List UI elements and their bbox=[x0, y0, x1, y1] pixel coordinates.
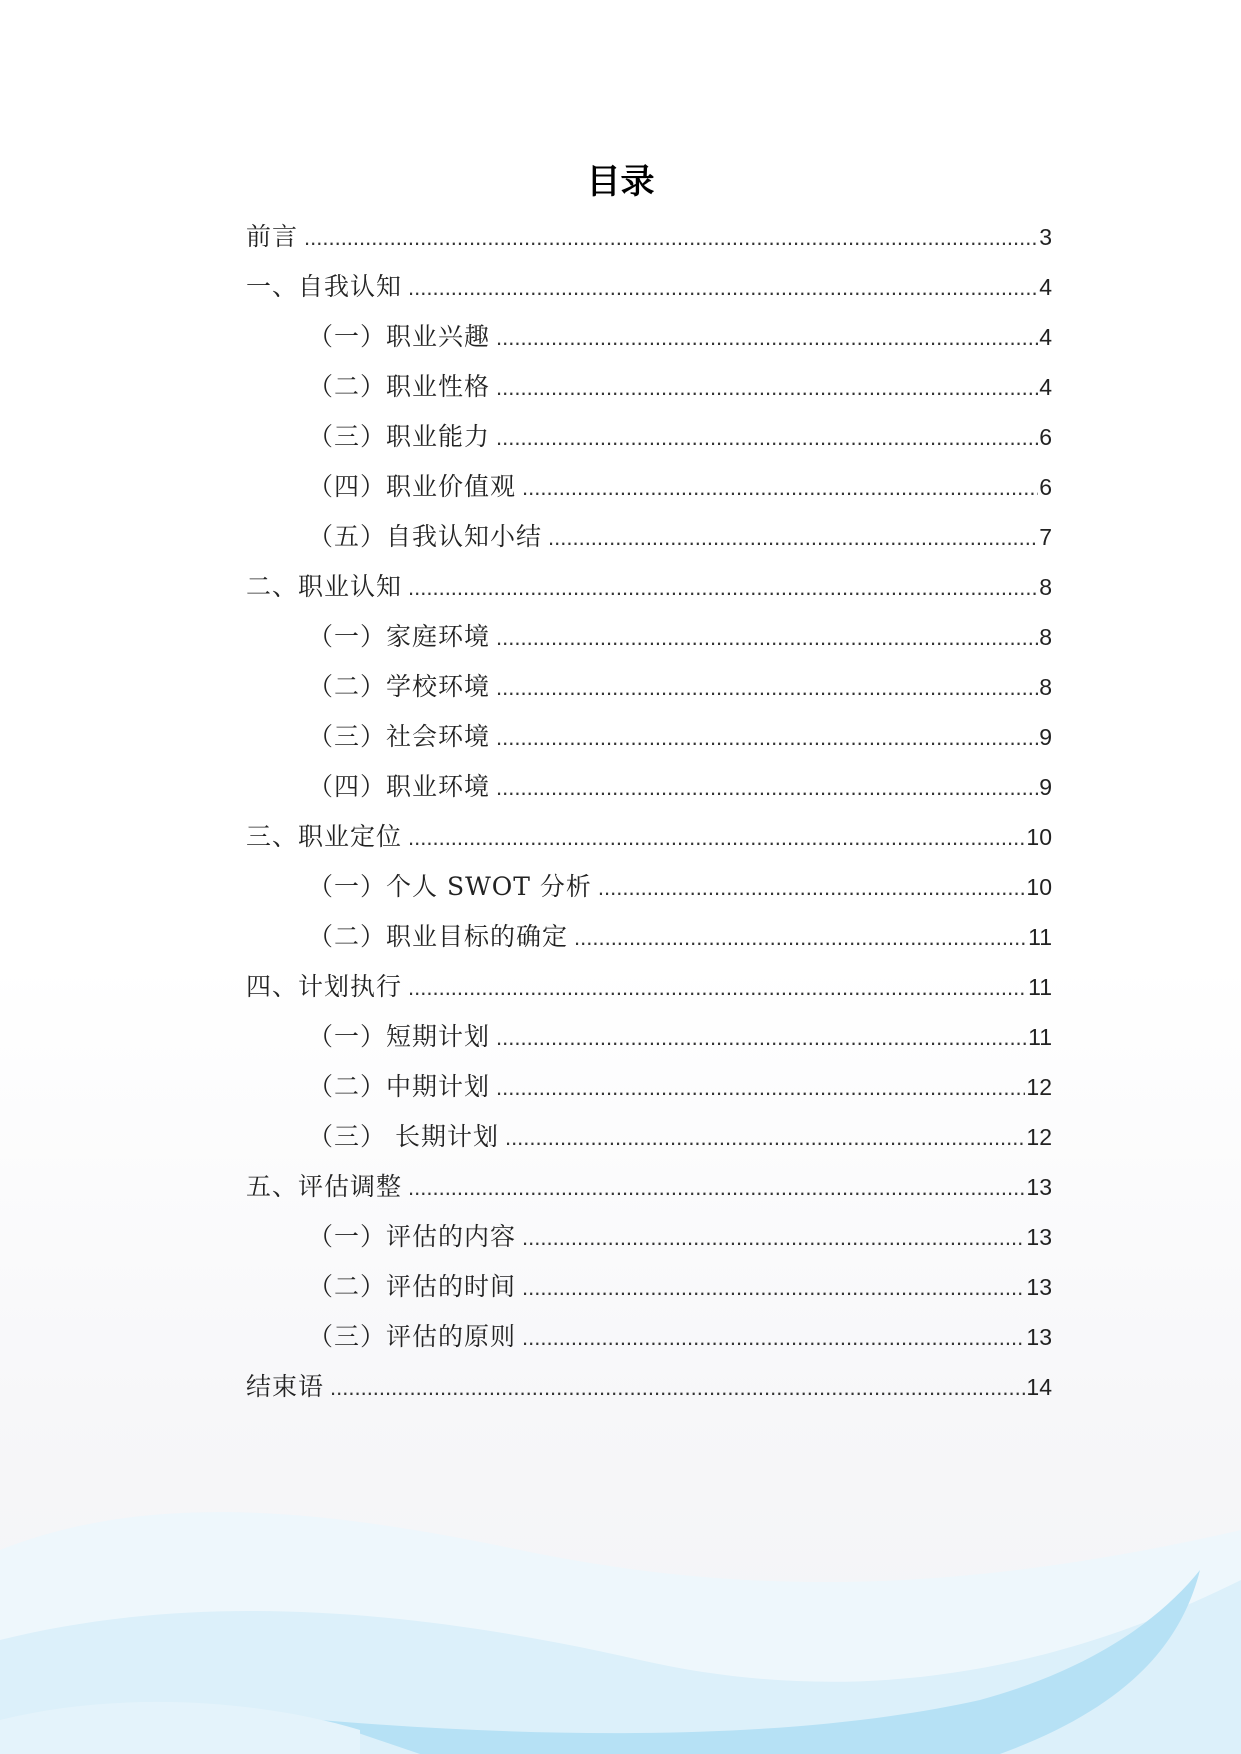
table-of-contents bbox=[246, 212, 1052, 1412]
toc-dot-leader bbox=[496, 713, 1038, 763]
toc-entry-page-number: 14 bbox=[1026, 1374, 1052, 1400]
toc-dot-leader bbox=[522, 463, 1038, 513]
toc-entry-page-number: 9 bbox=[1039, 774, 1052, 800]
toc-entry-label: （一）评估的内容 bbox=[308, 1222, 517, 1251]
toc-entry[interactable] bbox=[246, 1062, 1052, 1112]
toc-entry-label: 三、职业定位 bbox=[246, 822, 403, 851]
toc-entry-page-number: 6 bbox=[1039, 424, 1052, 450]
toc-dot-leader bbox=[496, 1013, 1027, 1063]
toc-entry-page-number: 4 bbox=[1039, 324, 1052, 350]
toc-entry-label: （二）中期计划 bbox=[308, 1072, 491, 1101]
toc-dot-leader bbox=[408, 963, 1027, 1013]
toc-entry-page-number: 8 bbox=[1039, 574, 1052, 600]
toc-entry-label: 一、自我认知 bbox=[246, 272, 403, 301]
toc-entry[interactable] bbox=[246, 462, 1052, 512]
toc-entry-label: （四）职业价值观 bbox=[308, 472, 517, 501]
toc-dot-leader bbox=[496, 363, 1038, 413]
toc-entry[interactable] bbox=[246, 1312, 1052, 1362]
toc-dot-leader bbox=[496, 313, 1038, 363]
toc-entry-page-number: 8 bbox=[1039, 674, 1052, 700]
toc-entry[interactable] bbox=[246, 862, 1052, 912]
toc-entry[interactable] bbox=[246, 762, 1052, 812]
toc-entry-label: 结束语 bbox=[246, 1372, 325, 1401]
toc-entry-label: （三）职业能力 bbox=[308, 422, 491, 451]
toc-entry-page-number: 4 bbox=[1039, 374, 1052, 400]
toc-dot-leader bbox=[496, 413, 1038, 463]
toc-entry[interactable] bbox=[246, 1212, 1052, 1262]
toc-entry-label: 前言 bbox=[246, 222, 299, 251]
toc-entry[interactable] bbox=[246, 512, 1052, 562]
toc-entry-page-number: 13 bbox=[1026, 1324, 1052, 1350]
toc-entry-page-number: 6 bbox=[1039, 474, 1052, 500]
toc-dot-leader bbox=[496, 663, 1038, 713]
toc-dot-leader bbox=[408, 1163, 1025, 1213]
toc-dot-leader bbox=[574, 913, 1027, 963]
toc-entry[interactable] bbox=[246, 962, 1052, 1012]
toc-entry-page-number: 13 bbox=[1026, 1274, 1052, 1300]
toc-entry[interactable] bbox=[246, 612, 1052, 662]
toc-dot-leader bbox=[522, 1213, 1025, 1263]
toc-entry-label: （四）职业环境 bbox=[308, 772, 491, 801]
toc-dot-leader bbox=[496, 1063, 1025, 1113]
toc-entry-page-number: 13 bbox=[1026, 1224, 1052, 1250]
toc-entry[interactable] bbox=[246, 812, 1052, 862]
toc-dot-leader bbox=[496, 763, 1038, 813]
toc-entry-label: （五）自我认知小结 bbox=[308, 522, 543, 551]
toc-entry-page-number: 10 bbox=[1026, 824, 1052, 850]
toc-entry[interactable] bbox=[246, 312, 1052, 362]
toc-entry-page-number: 11 bbox=[1028, 1024, 1052, 1050]
toc-entry-label: 五、评估调整 bbox=[246, 1172, 403, 1201]
toc-entry-page-number: 11 bbox=[1028, 924, 1052, 950]
toc-entry-page-number: 10 bbox=[1026, 874, 1052, 900]
toc-entry-page-number: 13 bbox=[1026, 1174, 1052, 1200]
toc-entry-label: （三） 长期计划 bbox=[308, 1122, 499, 1151]
toc-dot-leader bbox=[408, 563, 1038, 613]
decorative-waves bbox=[0, 1490, 1241, 1754]
toc-entry-label: （三）社会环境 bbox=[308, 722, 491, 751]
toc-entry[interactable] bbox=[246, 562, 1052, 612]
toc-entry-page-number: 11 bbox=[1028, 974, 1052, 1000]
toc-entry-page-number: 4 bbox=[1039, 274, 1052, 300]
toc-entry-label: （一）家庭环境 bbox=[308, 622, 491, 651]
toc-entry[interactable] bbox=[246, 1012, 1052, 1062]
toc-entry-label: （一）个人 SWOT 分析 bbox=[308, 872, 592, 901]
toc-dot-leader bbox=[505, 1113, 1025, 1163]
toc-entry-label: （三）评估的原则 bbox=[308, 1322, 517, 1351]
toc-entry-label: 二、职业认知 bbox=[246, 572, 403, 601]
toc-dot-leader bbox=[548, 513, 1038, 563]
toc-entry-label: （二）学校环境 bbox=[308, 672, 491, 701]
toc-dot-leader bbox=[598, 863, 1026, 913]
toc-dot-leader bbox=[408, 813, 1025, 863]
toc-entry[interactable] bbox=[246, 1112, 1052, 1162]
toc-entry[interactable] bbox=[246, 1362, 1052, 1412]
toc-entry-label: 四、计划执行 bbox=[246, 972, 403, 1001]
toc-entry-page-number: 7 bbox=[1039, 524, 1052, 550]
toc-entry[interactable] bbox=[246, 262, 1052, 312]
toc-entry-page-number: 8 bbox=[1039, 624, 1052, 650]
toc-entry-page-number: 9 bbox=[1039, 724, 1052, 750]
toc-entry[interactable] bbox=[246, 662, 1052, 712]
toc-entry-label: （二）评估的时间 bbox=[308, 1272, 517, 1301]
toc-entry-label: （二）职业性格 bbox=[308, 372, 491, 401]
toc-entry-page-number: 12 bbox=[1026, 1124, 1052, 1150]
toc-entry-label: （一）短期计划 bbox=[308, 1022, 491, 1051]
toc-entry-label: （一）职业兴趣 bbox=[308, 322, 491, 351]
toc-entry[interactable] bbox=[246, 1262, 1052, 1312]
toc-dot-leader bbox=[496, 613, 1038, 663]
toc-dot-leader bbox=[408, 263, 1038, 313]
toc-entry-page-number: 12 bbox=[1026, 1074, 1052, 1100]
toc-dot-leader bbox=[330, 1363, 1025, 1413]
toc-entry-page-number: 3 bbox=[1039, 224, 1052, 250]
toc-entry[interactable] bbox=[246, 712, 1052, 762]
toc-dot-leader bbox=[522, 1263, 1025, 1313]
toc-entry[interactable] bbox=[246, 412, 1052, 462]
page-title: 目录 bbox=[586, 162, 655, 202]
toc-entry[interactable] bbox=[246, 212, 1052, 262]
toc-entry-label: （二）职业目标的确定 bbox=[308, 922, 569, 951]
toc-entry[interactable] bbox=[246, 1162, 1052, 1212]
toc-dot-leader bbox=[522, 1313, 1025, 1363]
toc-entry[interactable] bbox=[246, 912, 1052, 962]
toc-entry[interactable] bbox=[246, 362, 1052, 412]
toc-dot-leader bbox=[304, 213, 1038, 263]
